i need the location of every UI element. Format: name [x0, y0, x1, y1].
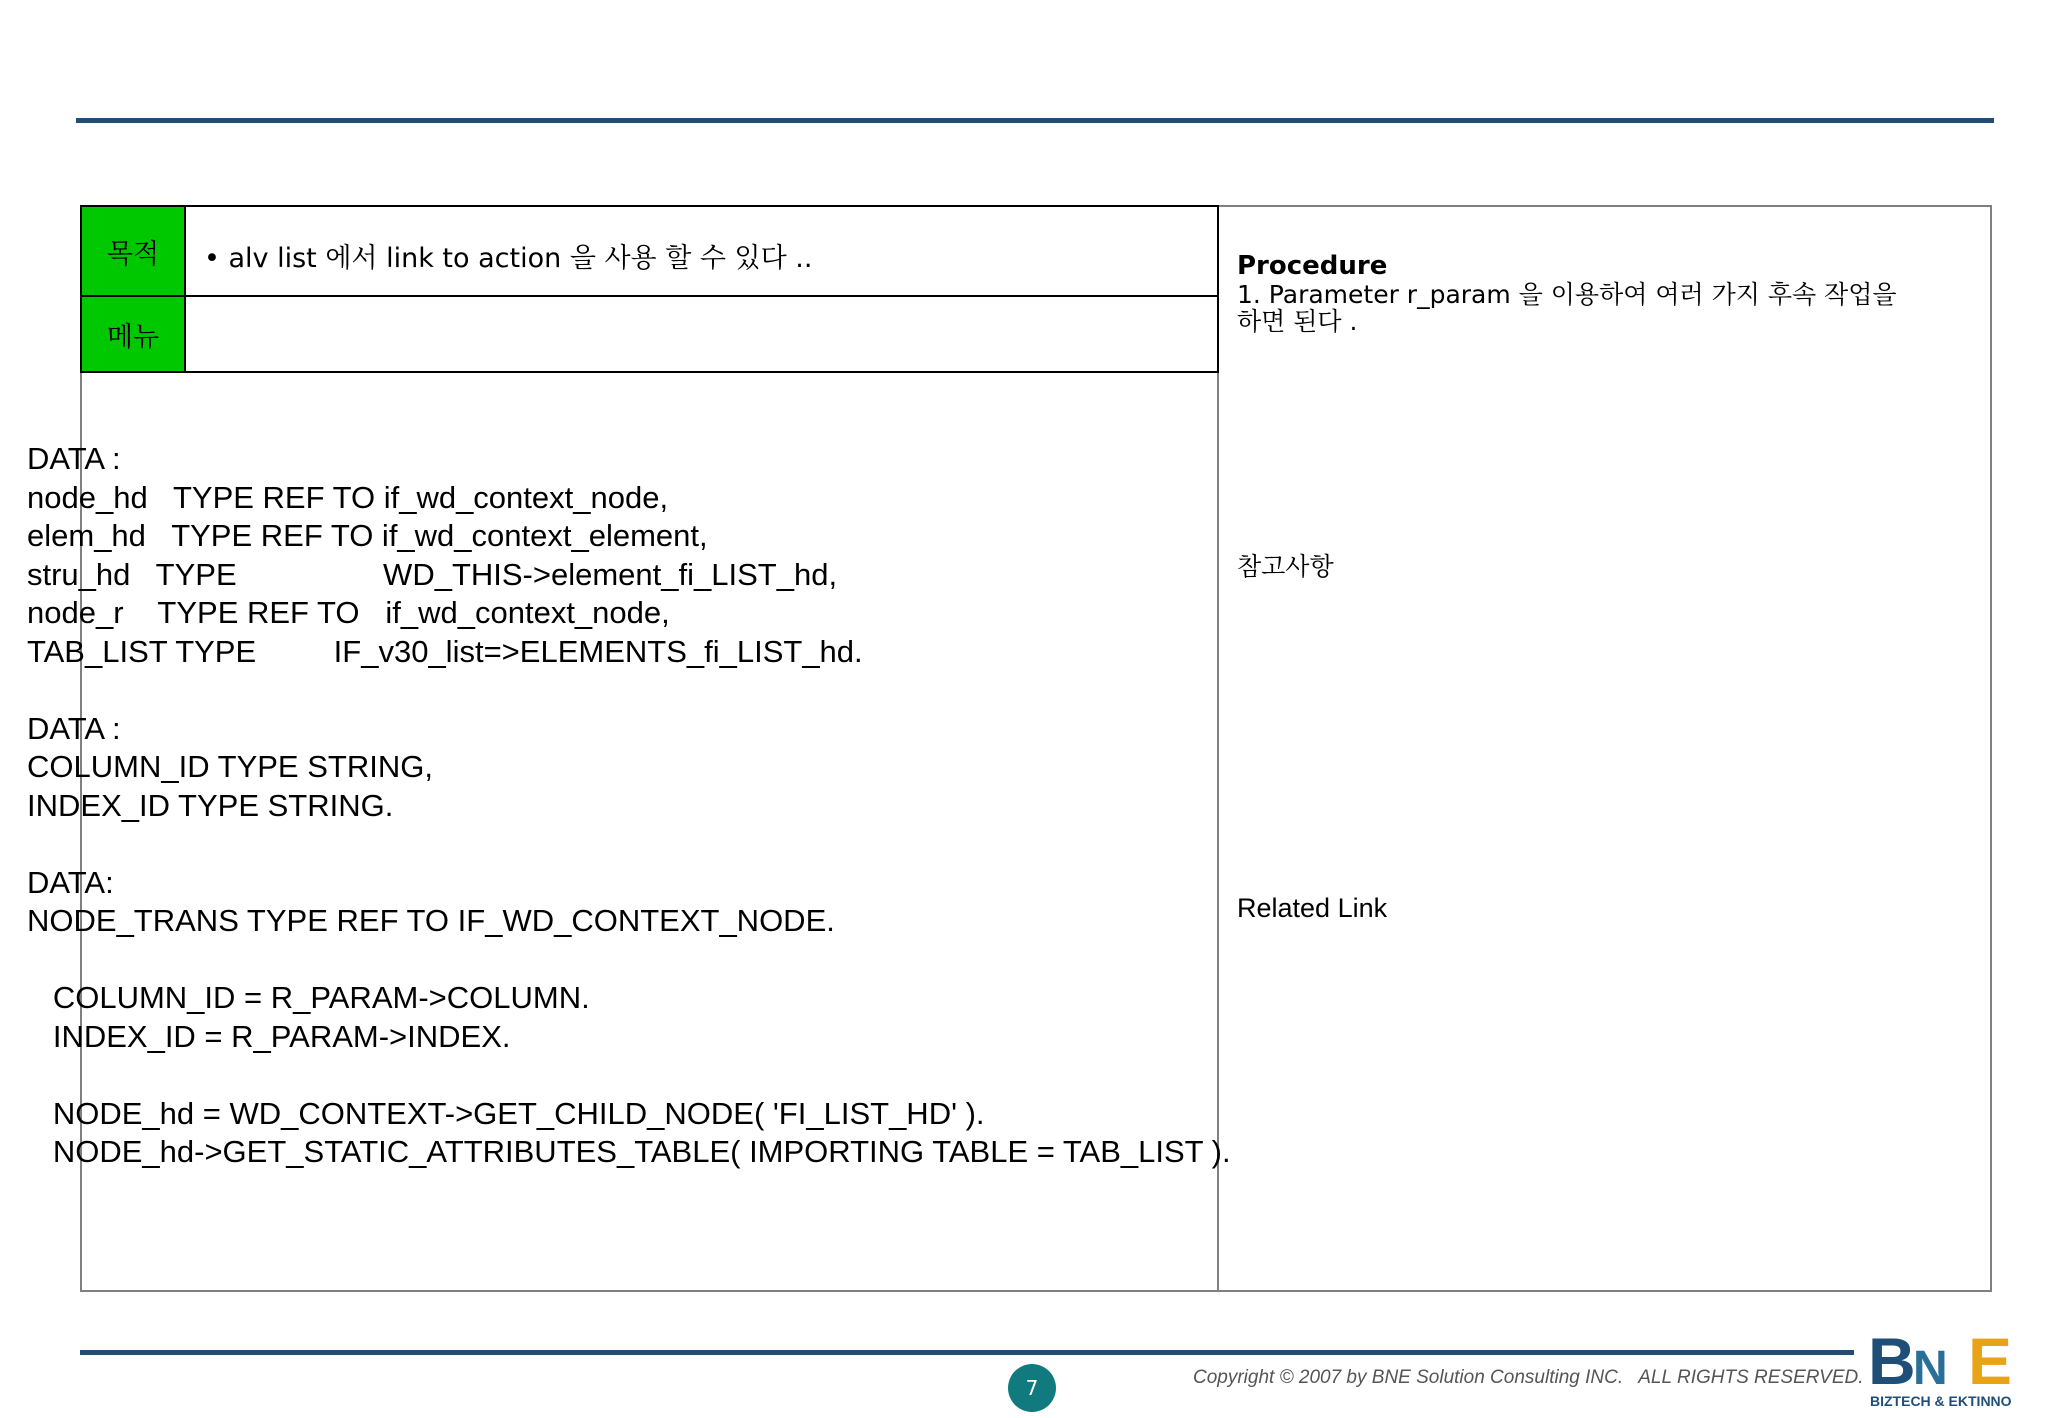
code-line: INDEX_ID TYPE STRING. — [27, 787, 394, 823]
header-row-divider — [80, 295, 1219, 297]
header-col-divider — [184, 205, 186, 373]
code-line: NODE_TRANS TYPE REF TO IF_WD_CONTEXT_NODE. — [27, 903, 835, 938]
bottom-rule — [80, 1350, 1854, 1355]
code-line: DATA: — [27, 864, 114, 900]
code-line: DATA : — [27, 441, 121, 476]
logo-letter-n: N — [1913, 1342, 1948, 1395]
procedure-title: Procedure — [1237, 251, 1388, 281]
code-line: COLUMN_ID TYPE STRING, — [27, 749, 433, 784]
code-line: stru_hd TYPE WD_THIS->element_fi_LIST_hd, — [27, 556, 838, 592]
logo-tagline: BIZTECH & EKTINNO — [1870, 1393, 2012, 1409]
procedure-line-2: 하면 된다 . — [1237, 307, 1358, 336]
code-line — [27, 825, 1231, 864]
code-line — [27, 941, 1231, 980]
code-line: node_r TYPE REF TO if_wd_context_node, — [27, 595, 670, 630]
related-link-label: Related Link — [1237, 893, 1388, 923]
menu-label: 메뉴 — [82, 297, 184, 371]
bne-logo — [1868, 1326, 2024, 1410]
page-number: 7 — [1008, 1364, 1056, 1412]
code-block — [27, 440, 1231, 1172]
copyright-text: Copyright © 2007 by BNE Solution Consulting INC. ALL RIGHTS RESERVED. — [1193, 1367, 1864, 1388]
logo-letter-b: B — [1868, 1326, 1916, 1398]
code-line: COLUMN_ID = R_PARAM->COLUMN. — [27, 980, 590, 1015]
code-line: TAB_LIST TYPE IF_v30_list=>ELEMENTS_fi_LIST_hd. — [27, 633, 863, 669]
code-line: node_hd TYPE REF TO if_wd_context_node, — [27, 479, 669, 515]
code-line — [27, 1056, 1231, 1095]
purpose-text: • alv list 에서 link to action 을 사용 할 수 있다 .. — [204, 243, 813, 274]
code-line: NODE_hd = WD_CONTEXT->GET_CHILD_NODE( 'FI_LIST_HD' ). — [27, 1095, 985, 1131]
top-rule — [76, 118, 1994, 123]
purpose-label: 목적 — [82, 207, 184, 295]
code-line: DATA : — [27, 710, 121, 746]
header-table — [80, 205, 1219, 373]
code-line: INDEX_ID = R_PARAM->INDEX. — [27, 1018, 511, 1054]
code-line — [27, 671, 1231, 710]
logo-letter-e: E — [1968, 1326, 2013, 1398]
reference-label: 참고사항 — [1237, 552, 1334, 581]
code-line: NODE_hd->GET_STATIC_ATTRIBUTES_TABLE( IMPORTING TABLE = TAB_LIST ). — [27, 1134, 1231, 1169]
code-line: elem_hd TYPE REF TO if_wd_context_element, — [27, 518, 708, 553]
procedure-line-1: 1. Parameter r_param 을 이용하여 여러 가지 후속 작업을 — [1237, 280, 1897, 309]
